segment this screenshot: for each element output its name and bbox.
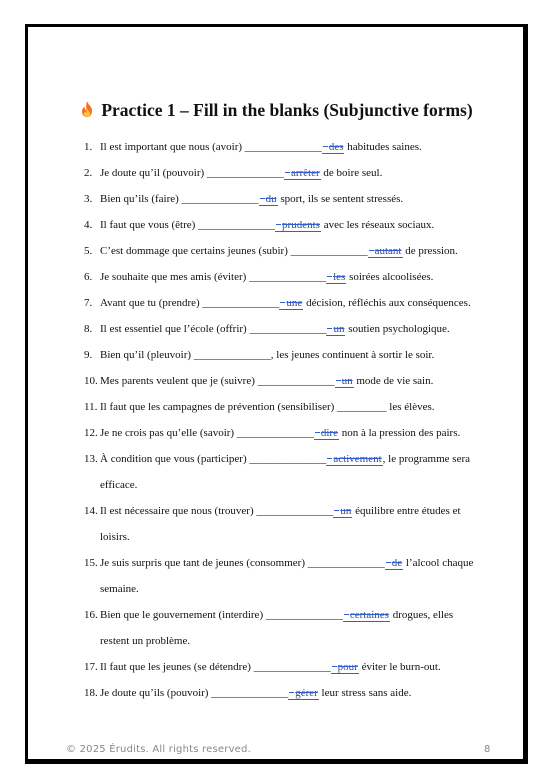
exercise-item <box>84 238 504 264</box>
fire-icon <box>79 100 95 118</box>
handwritten-answer: gérer <box>288 687 319 700</box>
item-number: 5. <box>84 245 93 257</box>
handwritten-answer: une <box>279 297 303 310</box>
exercise-item <box>84 290 504 316</box>
item-text-after: équilibre entre études et <box>352 505 461 517</box>
item-text: Il est essentiel que l’école (offrir) ______________ <box>100 323 327 335</box>
item-text-after: soirées alcoolisées. <box>346 271 434 283</box>
item-text-after: leur stress sans aide. <box>318 687 412 699</box>
handwritten-answer: arrêter <box>284 167 321 180</box>
exercise-list <box>84 134 504 706</box>
item-continuation: efficace. <box>100 479 138 491</box>
item-text-after: non à la pression des pairs. <box>338 427 461 439</box>
item-continuation: restent un problème. <box>100 635 191 647</box>
handwritten-answer: un <box>335 375 354 388</box>
item-number: 15. <box>84 557 98 569</box>
item-text: Avant que tu (prendre) ______________ <box>100 297 280 309</box>
exercise-item <box>84 134 504 160</box>
item-text-after: de boire seul. <box>320 167 383 179</box>
exercise-item <box>84 394 504 420</box>
item-number: 10. <box>84 375 98 387</box>
item-number: 16. <box>84 609 98 621</box>
exercise-item <box>84 420 504 446</box>
item-text-after: avec les réseaux sociaux. <box>320 219 435 231</box>
item-text: Je ne crois pas qu’elle (savoir) ______________ <box>100 427 314 439</box>
item-number: 3. <box>84 193 93 205</box>
item-text: Il est important que nous (avoir) ______________ <box>100 141 322 153</box>
item-text-after: sport, ils se sentent stressés. <box>277 193 404 205</box>
item-text: À condition que vous (participer) ______________ <box>100 453 327 465</box>
item-text: Je doute qu’il (pouvoir) ______________ <box>100 167 284 179</box>
item-number: 18. <box>84 687 98 699</box>
handwritten-answer: du <box>259 193 278 206</box>
handwritten-answer: des <box>322 141 345 154</box>
item-text: Il faut que vous (être) ______________ <box>100 219 276 231</box>
handwritten-answer: pour <box>331 661 359 674</box>
item-continuation: loisirs. <box>100 531 130 543</box>
item-text: Bien qu’ils (faire) ______________ <box>100 193 259 205</box>
handwritten-answer: un <box>333 505 352 518</box>
item-text-after: drogues, elles <box>389 609 454 621</box>
exercise-item <box>84 342 504 368</box>
footer-copyright: © 2025 Érudits. All rights reserved. <box>66 744 251 755</box>
item-text: C’est dommage que certains jeunes (subir) ______________ <box>100 245 368 257</box>
item-text-after: soutien psychologique. <box>345 323 450 335</box>
item-text: Mes parents veulent que je (suivre) ______________ <box>100 375 335 387</box>
handwritten-answer: dire <box>314 427 339 440</box>
exercise-item <box>84 680 504 706</box>
handwritten-answer: autant <box>368 245 403 258</box>
exercise-item <box>84 212 504 238</box>
item-text: Il faut que les campagnes de prévention (sensibiliser) _________ les élèves. <box>100 401 435 413</box>
item-number: 7. <box>84 297 93 309</box>
item-continuation: semaine. <box>100 583 139 595</box>
item-text: Je suis surpris que tant de jeunes (consommer) ______________ <box>100 557 385 569</box>
item-number: 4. <box>84 219 93 231</box>
item-number: 6. <box>84 271 93 283</box>
exercise-item <box>84 316 504 342</box>
title-text: Practice 1 – Fill in the blanks (Subjunctive forms) <box>101 100 473 120</box>
item-text-after: de pression. <box>402 245 458 257</box>
item-text-after: décision, réfléchis aux conséquences. <box>303 297 471 309</box>
item-text-after: éviter le burn-out. <box>358 661 441 673</box>
item-text: Bien que le gouvernement (interdire) ______________ <box>100 609 343 621</box>
exercise-item <box>84 550 504 602</box>
item-number: 14. <box>84 505 98 517</box>
item-number: 11. <box>84 401 98 413</box>
item-text-after: l’alcool chaque <box>403 557 474 569</box>
exercise-item <box>84 160 504 186</box>
item-number: 12. <box>84 427 98 439</box>
handwritten-answer: les <box>326 271 346 284</box>
item-text: Bien qu’il (pleuvoir) ______________, les jeunes continuent à sortir le soir. <box>100 349 435 361</box>
exercise-item <box>84 186 504 212</box>
exercise-item <box>84 368 504 394</box>
page-number: 8 <box>484 744 491 755</box>
item-number: 17. <box>84 661 98 673</box>
item-text-after: , le programme sera <box>382 453 471 465</box>
handwritten-answer: un <box>326 323 345 336</box>
item-text: Il faut que les jeunes (se détendre) ______________ <box>100 661 331 673</box>
item-text-after: mode de vie sain. <box>353 375 434 387</box>
item-number: 2. <box>84 167 93 179</box>
item-number: 13. <box>84 453 98 465</box>
exercise-item <box>84 602 504 654</box>
item-text-after: habitudes saines. <box>344 141 422 153</box>
exercise-item <box>84 654 504 680</box>
handwritten-answer: certaines <box>343 609 390 622</box>
exercise-item <box>84 498 504 550</box>
item-text: Je doute qu’ils (pouvoir) ______________ <box>100 687 289 699</box>
item-number: 8. <box>84 323 93 335</box>
handwritten-answer: activement <box>326 453 382 466</box>
item-number: 1. <box>84 141 93 153</box>
exercise-item <box>84 446 504 498</box>
exercise-item <box>84 264 504 290</box>
item-text: Il est nécessaire que nous (trouver) ______________ <box>100 505 334 517</box>
item-number: 9. <box>84 349 93 361</box>
item-text: Je souhaite que mes amis (éviter) ______________ <box>100 271 327 283</box>
handwritten-answer: de <box>385 557 403 570</box>
page-title <box>0 100 552 121</box>
handwritten-answer: prudents <box>275 219 321 232</box>
